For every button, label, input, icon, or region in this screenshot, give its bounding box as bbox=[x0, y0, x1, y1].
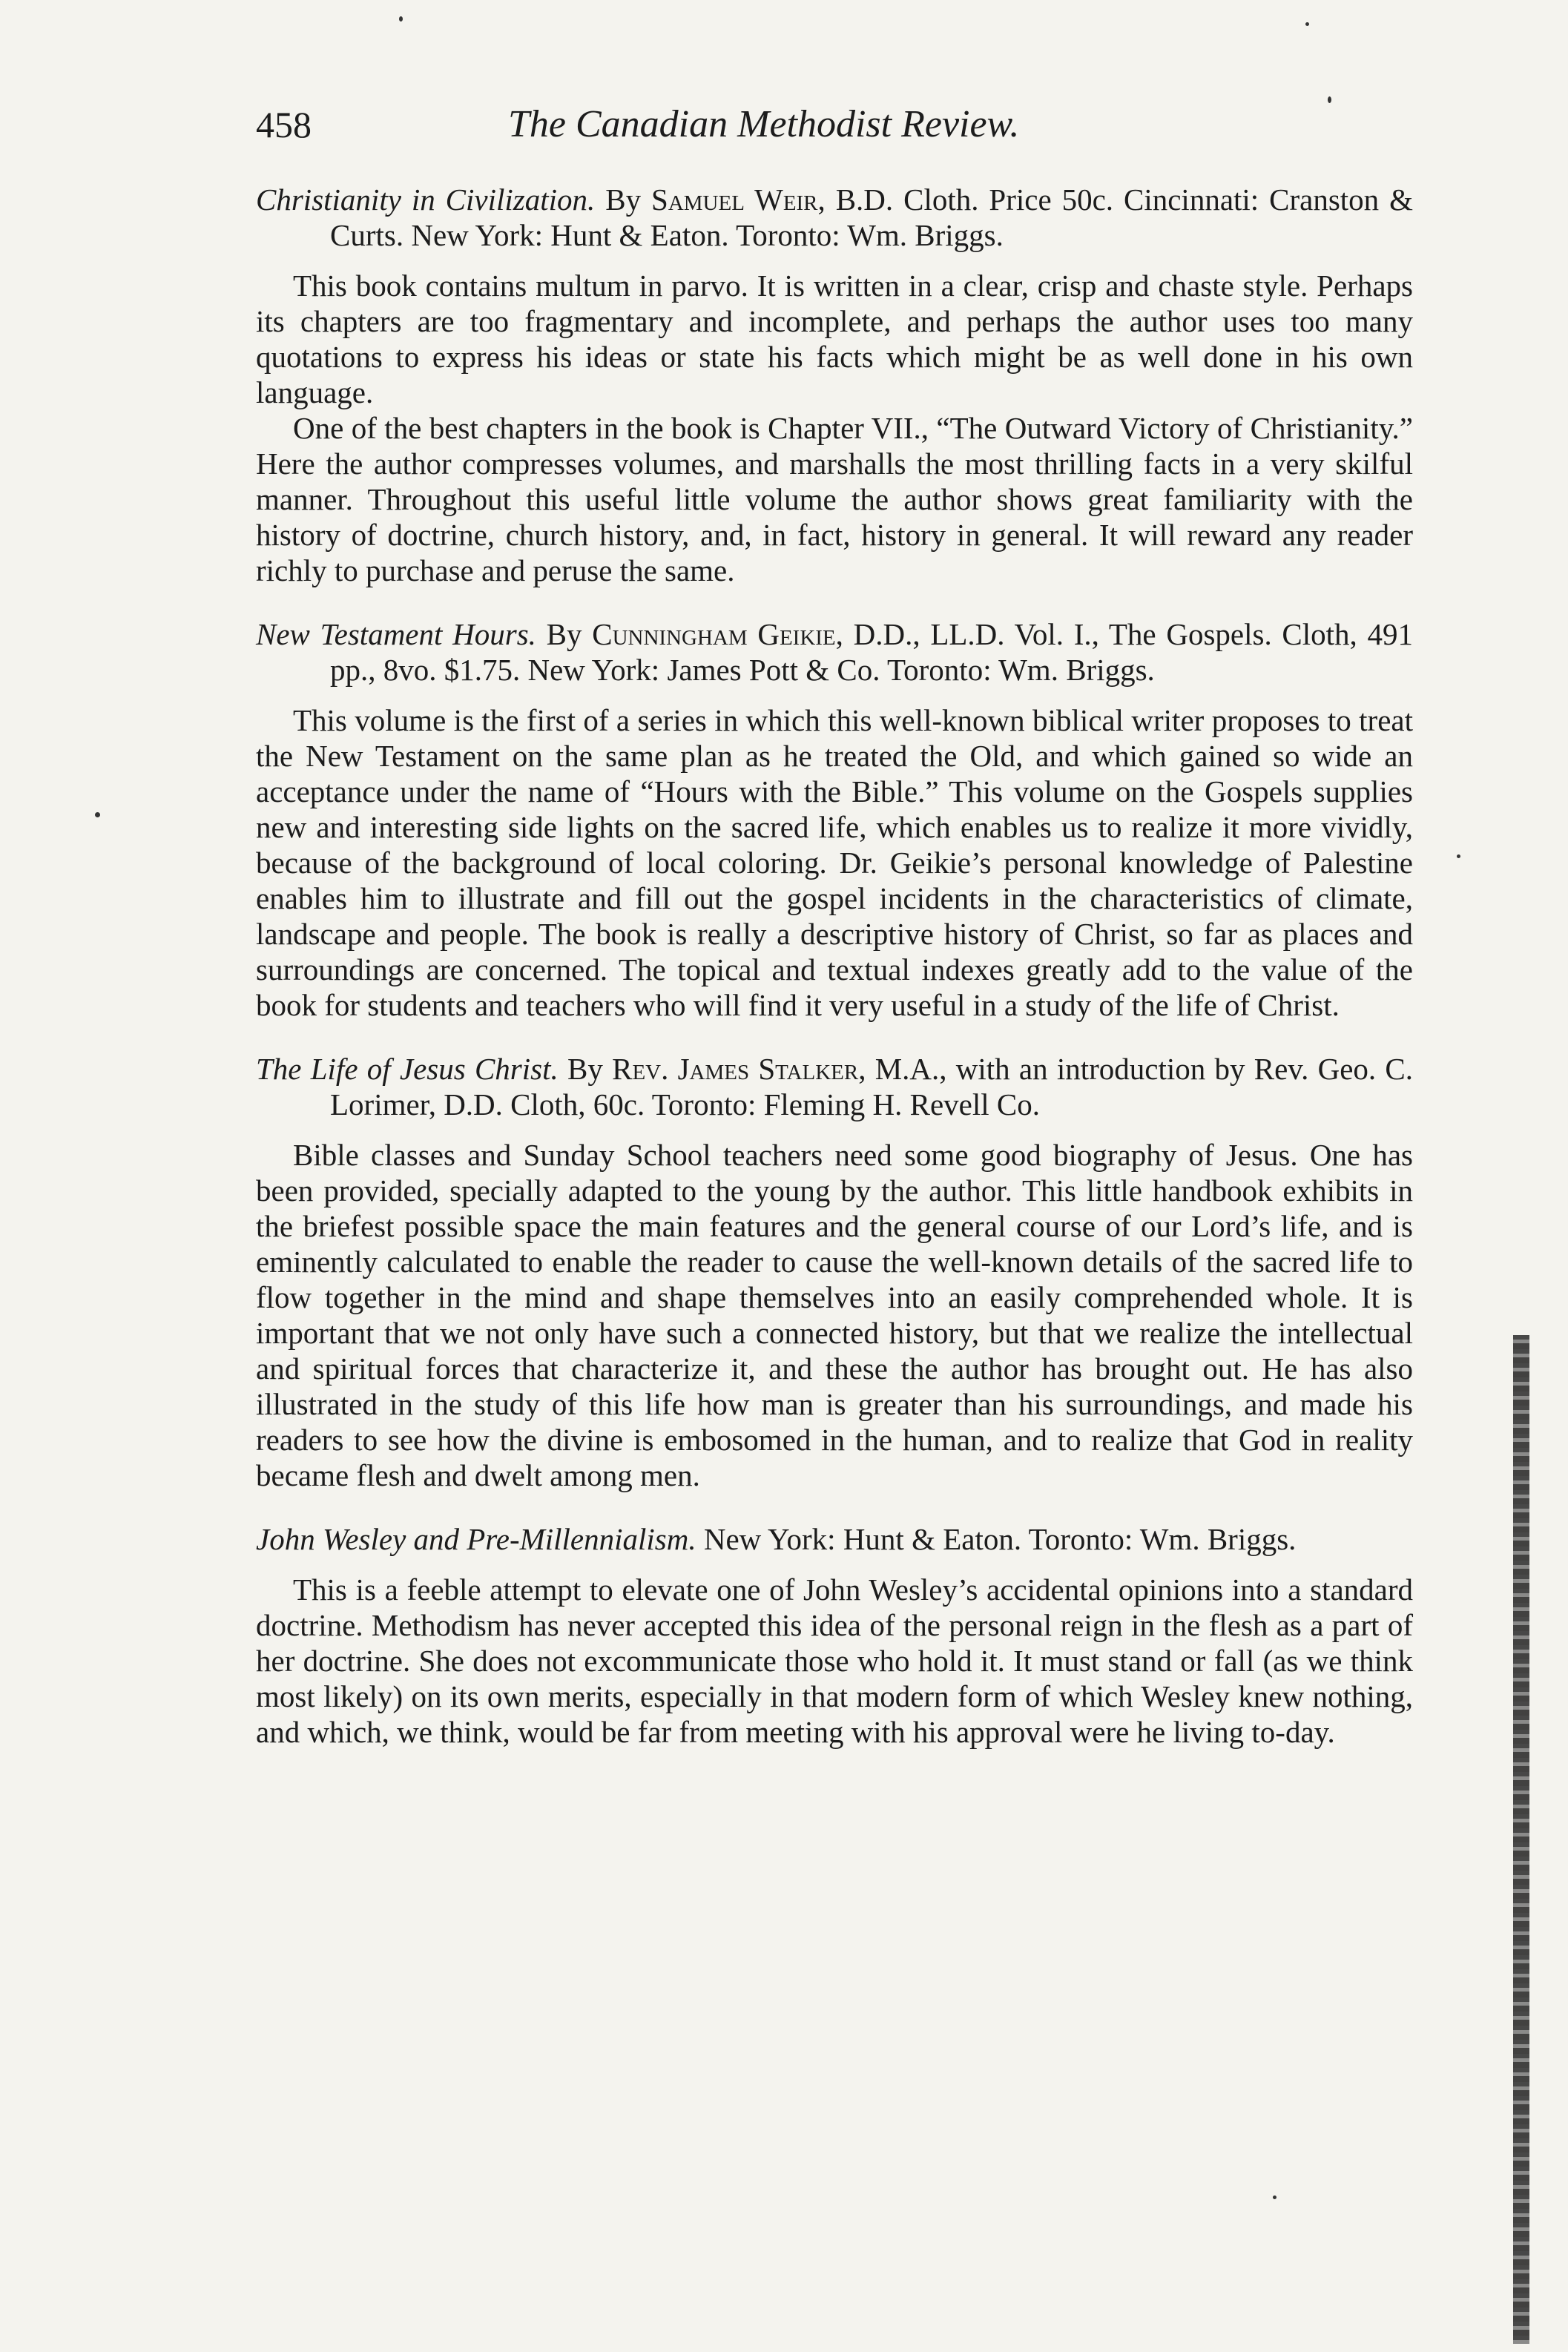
entry-heading bbox=[256, 1521, 1413, 1557]
review-entry bbox=[256, 616, 1413, 1023]
book-title: Christianity in Civilization. bbox=[256, 182, 596, 217]
entry-heading bbox=[256, 1051, 1413, 1122]
review-entry bbox=[256, 1521, 1413, 1750]
book-author: Cunningham Geikie, D.D., LL.D. bbox=[592, 617, 1005, 651]
scan-speck bbox=[1305, 22, 1309, 26]
review-paragraph: This book contains multum in parvo. It is written in a clear, crisp and chaste style. Perhaps its chapters are too fragmentary and incomplete, and perhaps the author uses too many quotations to express his ideas or state his facts which might be as well done in his own language. bbox=[256, 269, 1413, 409]
running-title: The Canadian Methodist Review. bbox=[508, 103, 1020, 145]
scan-speck bbox=[95, 812, 100, 817]
scan-speck bbox=[1273, 2195, 1277, 2199]
running-header bbox=[256, 95, 1413, 154]
review-paragraph: One of the best chapters in the book is Chapter VII., “The Outward Victory of Christianity.” Here the author compresses volumes, and marshalls the most thrilling facts in a very skilful manner. Throughout this useful little volume the author shows great familiarity with the history of doctrine, church history, and, in fact, history in general. It will reward any reader richly to purchase and peruse the same. bbox=[256, 411, 1413, 587]
review-entry bbox=[256, 182, 1413, 588]
review-paragraph: This volume is the first of a series in which this well-known biblical writer proposes to treat the New Testament on the same plan as he treated the Old, and which gained so wide an acceptance under the name of “Hours with the Bible.” This volume on the Gospels supplies new and interesting side lights on the sacred life, which enables us to realize it more vividly, because of the background of local coloring. Dr. Geikie’s personal knowledge of Palestine enables him to illustrate and fill out the gospel incidents in the characteristics of climate, landscape and people. The book is really a descriptive history of Christ, so far as places and surroundings are concerned. The topical and textual indexes greatly add to the value of the book for students and teachers who will find it very useful in a study of the life of Christ. bbox=[256, 703, 1413, 1022]
by-word: By bbox=[567, 1052, 603, 1086]
book-details: New York: Hunt & Eaton. Toronto: Wm. Briggs. bbox=[703, 1522, 1297, 1556]
book-title: John Wesley and Pre-Millennialism. bbox=[256, 1522, 696, 1556]
book-details: with an introduction by Rev. Geo. C. Lorimer, D.D. Cloth, 60c. Toronto: Fleming H. Revell Co. bbox=[330, 1052, 1414, 1121]
scan-speck bbox=[399, 16, 403, 22]
book-details: Vol. I., The Gospels. Cloth, 491 pp., 8vo. $1.75. New York: James Pott & Co. Toronto: Wm. Briggs. bbox=[330, 617, 1414, 687]
scan-speck bbox=[1328, 96, 1331, 103]
book-author: Rev. James Stalker, M.A., bbox=[612, 1052, 947, 1086]
review-column bbox=[256, 182, 1413, 1778]
review-paragraph: This is a feeble attempt to elevate one of John Wesley’s accidental opinions into a standard doctrine. Methodism has never accepted this idea of the personal reign in the flesh as a part of her doctrine. She does not excommunicate those who hold it. It must stand or fall (as we think most likely) on its own merits, especially in that modern form of which Wesley knew nothing, and which, we think, would be far from meeting with his approval were he living to-day. bbox=[256, 1572, 1413, 1749]
page-number: 458 bbox=[256, 104, 312, 145]
by-word: By bbox=[546, 617, 582, 651]
by-word: By bbox=[605, 182, 642, 217]
book-author: Samuel Weir, B.D. bbox=[651, 182, 894, 217]
entry-heading bbox=[256, 182, 1413, 253]
review-paragraph: Bible classes and Sunday School teachers need some good biography of Jesus. One has been provided, specially adapted to the young by the author. This little handbook exhibits in the briefest possible space the main features and the general course of our Lord’s life, and is eminently calculated to enable the reader to cause the well-known details of the sacred life to flow together in the mind and shape themselves into an easily comprehended whole. It is important that we not only have such a connected history, but that we realize the intellectual and spiritual forces that characterize it, and these the author has brought out. He has also illustrated in the study of this life how man is greater than his surroundings, and made his readers to see how the divine is embosomed in the human, and to realize that God in reality became flesh and dwelt among men. bbox=[256, 1138, 1413, 1492]
entry-heading bbox=[256, 616, 1413, 688]
book-details: Cloth. Price 50c. Cincinnati: Cranston & Curts. New York: Hunt & Eaton. Toronto: Wm. Briggs. bbox=[330, 182, 1413, 252]
scan-speck bbox=[1457, 854, 1460, 858]
scan-edge-artifact bbox=[1513, 1335, 1529, 2344]
review-entry bbox=[256, 1051, 1413, 1493]
book-title: The Life of Jesus Christ. bbox=[256, 1052, 559, 1086]
book-title: New Testament Hours. bbox=[256, 617, 536, 651]
